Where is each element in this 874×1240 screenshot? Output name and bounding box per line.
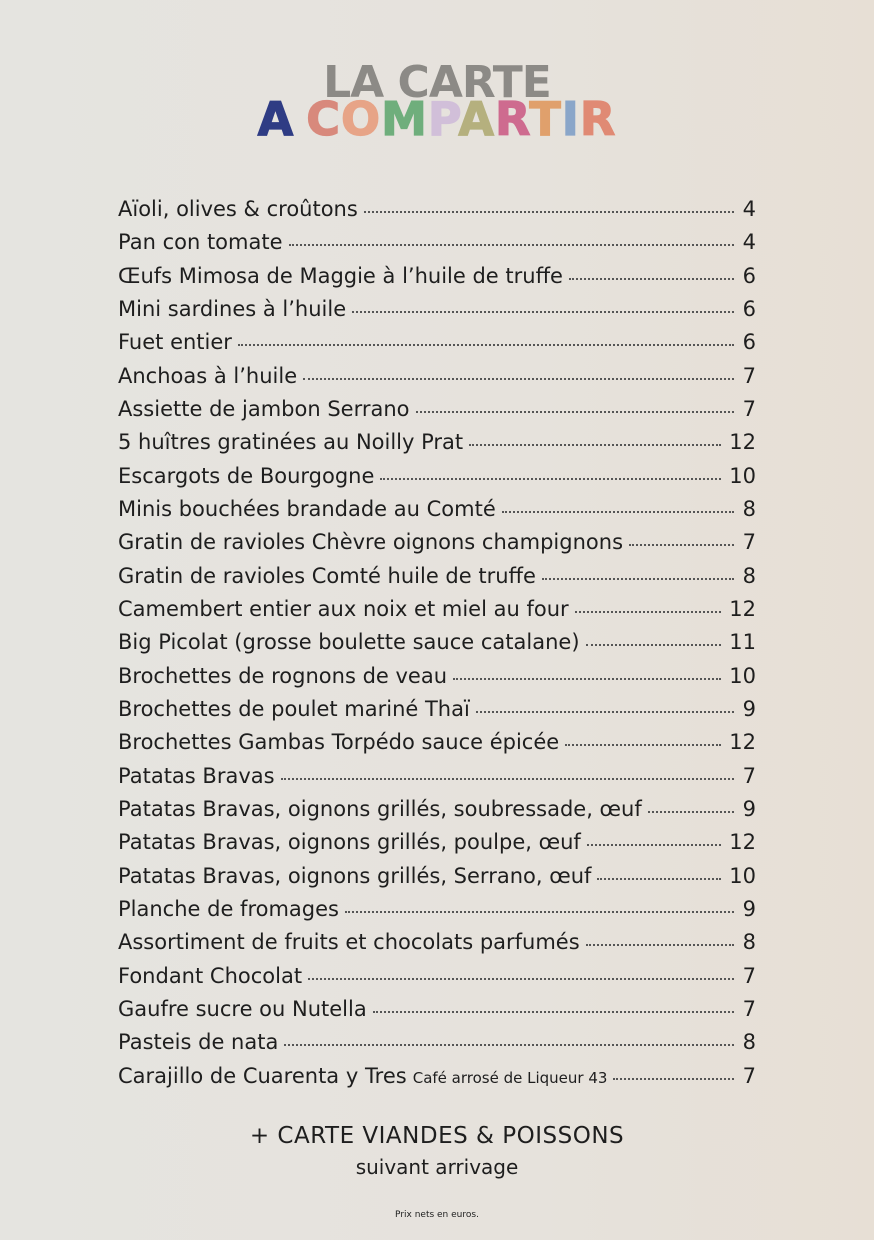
menu-item-name: Planche de fromages bbox=[118, 896, 339, 921]
menu-item-price: 10 bbox=[729, 463, 756, 488]
dot-leader bbox=[380, 478, 721, 480]
menu-item-name: Escargots de Bourgogne bbox=[118, 463, 375, 488]
menu-item bbox=[118, 593, 756, 626]
menu-item bbox=[118, 960, 756, 993]
dot-leader bbox=[629, 544, 734, 546]
menu-item-name: Mini sardines à l’huile bbox=[118, 296, 347, 321]
menu-item-price: 8 bbox=[742, 563, 756, 588]
menu-item bbox=[118, 1026, 756, 1059]
menu-item-price: 4 bbox=[742, 197, 756, 221]
menu-item-price: 7 bbox=[742, 363, 756, 388]
menu-item-price: 7 bbox=[742, 396, 756, 421]
title-letter: M bbox=[381, 92, 428, 146]
dot-leader bbox=[289, 244, 734, 246]
menu-item-name: Patatas Bravas, oignons grillés, poulpe, œuf bbox=[118, 830, 581, 855]
dot-leader bbox=[502, 511, 734, 513]
footer-prix-nets: Prix nets en euros. bbox=[395, 1210, 479, 1220]
menu-item-price: 12 bbox=[729, 730, 756, 755]
menu-item-name: Anchoas à l’huile bbox=[118, 363, 298, 388]
dot-leader bbox=[238, 344, 734, 346]
menu-item-price: 12 bbox=[729, 830, 756, 855]
menu-item bbox=[118, 360, 756, 393]
menu-item-price: 8 bbox=[742, 930, 756, 955]
menu-item-name: Pasteis de nata bbox=[118, 1030, 279, 1055]
footer-suivant-arrivage: suivant arrivage bbox=[355, 1155, 519, 1179]
menu-item-price: 6 bbox=[742, 263, 756, 288]
dot-leader bbox=[587, 844, 721, 846]
dot-leader bbox=[542, 578, 734, 580]
menu-title bbox=[0, 58, 874, 148]
menu-item-name: Patatas Bravas bbox=[118, 763, 275, 788]
menu-item-price: 8 bbox=[742, 496, 756, 521]
menu-item bbox=[118, 726, 756, 759]
menu-item-price: 12 bbox=[729, 430, 756, 455]
menu-item bbox=[118, 626, 756, 659]
menu-item-price: 10 bbox=[729, 863, 756, 888]
title-letter: C bbox=[306, 92, 342, 146]
dot-leader bbox=[453, 678, 721, 680]
dot-leader bbox=[469, 444, 721, 446]
title-letter: A bbox=[458, 92, 496, 146]
menu-item-name: 5 huîtres gratinées au Noilly Prat bbox=[118, 430, 464, 455]
menu-item bbox=[118, 926, 756, 959]
menu-item-price: 7 bbox=[742, 996, 756, 1021]
menu-item-price: 7 bbox=[742, 763, 756, 788]
dot-leader bbox=[308, 978, 734, 980]
menu-item bbox=[118, 326, 756, 359]
menu-item bbox=[118, 460, 756, 493]
title-la-carte: LA CARTE bbox=[323, 57, 551, 108]
title-letter: T bbox=[529, 92, 562, 146]
menu-list bbox=[118, 193, 756, 1093]
menu-item-price: 7 bbox=[742, 1063, 756, 1088]
menu-item-name: Gratin de ravioles Chèvre oignons champignons bbox=[118, 530, 624, 555]
menu-item-name: Assiette de jambon Serrano bbox=[118, 396, 410, 421]
menu-item bbox=[118, 993, 756, 1026]
menu-item bbox=[118, 226, 756, 259]
menu-item-price: 9 bbox=[742, 896, 756, 921]
menu-item-price: 7 bbox=[742, 963, 756, 988]
title-letter: A bbox=[257, 92, 295, 146]
dot-leader bbox=[586, 944, 734, 946]
menu-item-name: Brochettes de poulet mariné Thaï bbox=[118, 696, 470, 721]
menu-item-price: 4 bbox=[742, 230, 756, 255]
menu-item-price: 10 bbox=[729, 663, 756, 688]
title-letter: O bbox=[341, 92, 382, 146]
menu-item-price: 9 bbox=[742, 796, 756, 821]
menu-item bbox=[118, 393, 756, 426]
dot-leader bbox=[575, 611, 722, 613]
dot-leader bbox=[345, 911, 734, 913]
menu-item-name: Aïoli, olives & croûtons bbox=[118, 197, 358, 221]
menu-item-price: 9 bbox=[742, 696, 756, 721]
menu-item-price: 8 bbox=[742, 1030, 756, 1055]
dot-leader bbox=[352, 311, 734, 313]
title-letter: I bbox=[561, 92, 580, 146]
menu-item-name: Gratin de ravioles Comté huile de truffe bbox=[118, 563, 536, 588]
dot-leader bbox=[303, 378, 734, 380]
menu-item-name: Minis bouchées brandade au Comté bbox=[118, 496, 496, 521]
menu-item-price: 6 bbox=[742, 330, 756, 355]
dot-leader bbox=[476, 711, 734, 713]
dot-leader bbox=[569, 278, 734, 280]
dot-leader bbox=[565, 744, 721, 746]
menu-item-name: Carajillo de Cuarenta y Tres bbox=[118, 1063, 407, 1088]
menu-item-name: Fondant Chocolat bbox=[118, 963, 303, 988]
menu-item bbox=[118, 1060, 756, 1093]
menu-item bbox=[118, 493, 756, 526]
menu-item-name: Œufs Mimosa de Maggie à l’huile de truffe bbox=[118, 263, 563, 288]
menu-item-price: 7 bbox=[742, 530, 756, 555]
menu-item bbox=[118, 793, 756, 826]
dot-leader bbox=[613, 1078, 734, 1080]
footer-carte-viandes-poissons: + CARTE VIANDES & POISSONS bbox=[249, 1123, 625, 1149]
menu-item bbox=[118, 260, 756, 293]
dot-leader bbox=[597, 878, 721, 880]
title-a-compartir bbox=[0, 94, 874, 144]
menu-item bbox=[118, 293, 756, 326]
menu-item bbox=[118, 826, 756, 859]
dot-leader bbox=[648, 811, 734, 813]
dot-leader bbox=[284, 1044, 734, 1046]
menu-item-name: Camembert entier aux noix et miel au four bbox=[118, 596, 569, 621]
menu-item-name: Brochettes de rognons de veau bbox=[118, 663, 448, 688]
menu-item-price: 6 bbox=[742, 296, 756, 321]
menu-item-name: Gaufre sucre ou Nutella bbox=[118, 996, 367, 1021]
menu-item bbox=[118, 893, 756, 926]
menu-item bbox=[118, 693, 756, 726]
menu-item bbox=[118, 426, 756, 459]
menu-item bbox=[118, 560, 756, 593]
menu-item-price: 12 bbox=[729, 596, 756, 621]
dot-leader bbox=[281, 778, 734, 780]
menu-item-name: Pan con tomate bbox=[118, 230, 283, 255]
menu-item bbox=[118, 193, 756, 226]
dot-leader bbox=[586, 644, 722, 646]
menu-item-note: Café arrosé de Liqueur 43 bbox=[412, 1068, 608, 1087]
menu-item-name: Patatas Bravas, oignons grillés, soubressade, œuf bbox=[118, 796, 642, 821]
menu-item bbox=[118, 760, 756, 793]
menu-item-name: Patatas Bravas, oignons grillés, Serrano, œuf bbox=[118, 863, 592, 888]
dot-leader bbox=[364, 211, 734, 213]
menu-item-price: 11 bbox=[729, 630, 756, 655]
menu-item-name: Assortiment de fruits et chocolats parfumés bbox=[118, 930, 580, 955]
menu-item bbox=[118, 860, 756, 893]
menu-item-name: Brochettes Gambas Torpédo sauce épicée bbox=[118, 730, 560, 755]
dot-leader bbox=[373, 1011, 734, 1013]
dot-leader bbox=[416, 411, 735, 413]
menu-item-name: Big Picolat (grosse boulette sauce catalane) bbox=[118, 630, 580, 655]
menu-item bbox=[118, 660, 756, 693]
title-letter: P bbox=[427, 92, 459, 146]
title-letter: R bbox=[579, 92, 617, 146]
title-letter: R bbox=[495, 92, 530, 146]
menu-item-name: Fuet entier bbox=[118, 330, 232, 355]
menu-item bbox=[118, 526, 756, 559]
